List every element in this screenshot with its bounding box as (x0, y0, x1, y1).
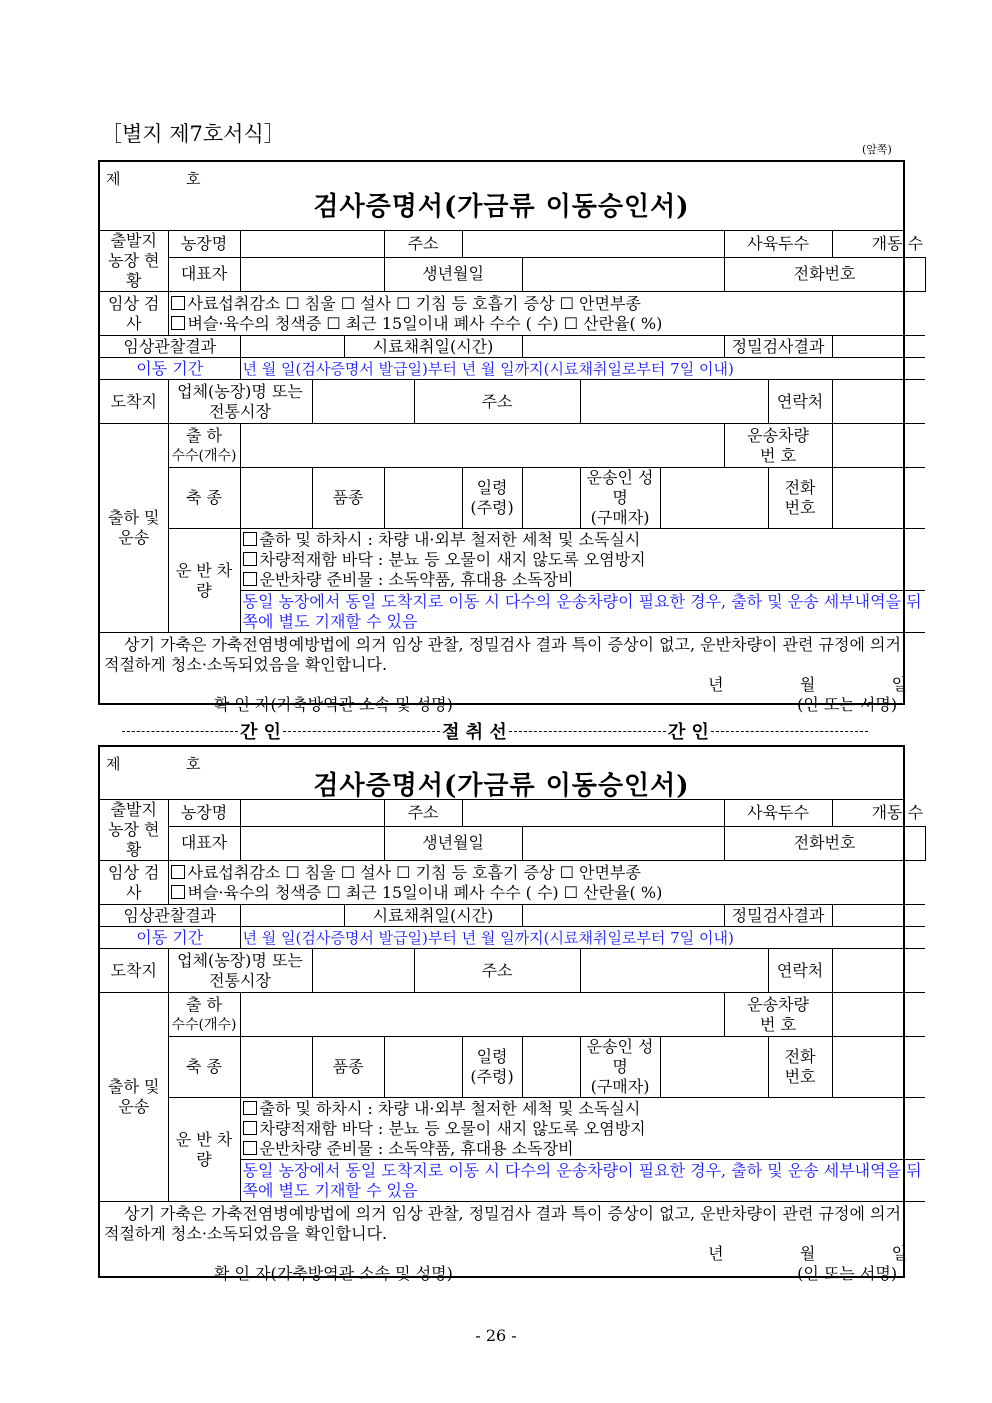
clinical-result-label: 임상관찰결과 (100, 905, 240, 927)
no-label: 제 (106, 170, 121, 188)
dest-address-label: 주소 (414, 949, 580, 993)
clinical-checklist (168, 861, 925, 905)
checkbox-icon[interactable] (243, 552, 257, 566)
address-label: 주소 (384, 231, 462, 257)
precise-result-label: 정밀검사결과 (724, 905, 832, 927)
farm-name-field[interactable] (240, 800, 384, 826)
contact-field[interactable] (832, 949, 925, 993)
species-label: 축 종 (168, 468, 240, 529)
move-period-label: 이동 기간 (100, 927, 240, 949)
front-side-note: (앞쪽) (862, 143, 892, 156)
birthdate-field[interactable] (522, 257, 724, 291)
phone2-label: 전화 번호 (768, 1037, 832, 1098)
farm-name-label: 농장명 (168, 231, 240, 257)
checkbox-icon[interactable] (243, 532, 257, 546)
breed-label: 품종 (312, 468, 384, 529)
move-period-text[interactable]: 년 월 일(검사증명서 발급일)부터 년 월 일까지(시료채취일로부터 7일 이내) (240, 358, 925, 380)
dash-line (122, 731, 238, 732)
clinical-line-1[interactable]: 사료섭취감소 ☐ 침울 ☐ 설사 ☐ 기침 등 호흡기 증상 ☐ 안면부종 (171, 294, 924, 314)
age-field[interactable] (522, 468, 580, 529)
precise-result-field[interactable] (832, 905, 925, 927)
clinical-line-2[interactable]: 벼슬·육수의 청색증 ☐ 최근 15일이내 폐사 수수 ( 수) ☐ 산란율( %) (171, 883, 924, 903)
sample-date-field[interactable] (522, 905, 724, 927)
vehicle-checklist (240, 529, 925, 591)
driver-field[interactable] (660, 468, 768, 529)
dest-name-field[interactable] (312, 380, 414, 424)
checkbox-icon[interactable] (171, 316, 185, 330)
dest-address-field[interactable] (580, 380, 768, 424)
vehicle-note: 동일 농장에서 동일 도착지로 이동 시 다수의 운송차량이 필요한 경우, 출하 및 운송 세부내역을 뒤쪽에 별도 기재할 수 있음 (240, 1160, 925, 1202)
destination-label: 도착지 (100, 949, 168, 993)
vehicle-item-2[interactable]: 차량적재함 바닥 : 분뇨 등 오물이 새지 않도록 오염방지 (243, 550, 924, 570)
checkbox-icon[interactable] (243, 572, 257, 586)
destination-label: 도착지 (100, 380, 168, 424)
vehicle-note: 동일 농장에서 동일 도착지로 이동 시 다수의 운송차량이 필요한 경우, 출하 및 운송 세부내역을 뒤쪽에 별도 기재할 수 있음 (240, 591, 925, 633)
vehicle-no-label: 운송차량 번 호 (724, 424, 832, 468)
date-line[interactable]: 년 월 일 (708, 675, 908, 694)
clinical-line-1[interactable]: 사료섭취감소 ☐ 침울 ☐ 설사 ☐ 기침 등 호흡기 증상 ☐ 안면부종 (171, 863, 924, 883)
contact-label: 연락처 (768, 949, 832, 993)
form-table (100, 800, 925, 1286)
vehicle-label: 운 반 차 량 (168, 1098, 240, 1202)
cut-center-label: 절 취 선 (442, 722, 507, 743)
breed-field[interactable] (384, 468, 462, 529)
form-head (100, 747, 903, 800)
dest-name-label: 업체(농장)명 또는 전통시장 (168, 380, 312, 424)
form-number-header: ［별지 제7호서식］ (101, 122, 285, 146)
ship-count-label: 출 하 수수(개수) (168, 424, 240, 468)
breeding-count-label: 사육두수 (724, 231, 832, 257)
confirm-text: 상기 가축은 가축전염병예방법에 의거 임상 관찰, 정밀검사 결과 특이 증상이 없고, 운반차량이 관련 규정에 의거 적절하게 청소·소독되었음을 확인합니다. (104, 635, 901, 674)
species-label: 축 종 (168, 1037, 240, 1098)
count-unit[interactable]: 개동 수 (832, 231, 925, 257)
vehicle-item-1[interactable]: 출하 및 하차시 : 차량 내·외부 철저한 세척 및 소독실시 (243, 530, 924, 550)
dest-name-label: 업체(농장)명 또는 전통시장 (168, 949, 312, 993)
contact-label: 연락처 (768, 380, 832, 424)
confirm-text: 상기 가축은 가축전염병예방법에 의거 임상 관찰, 정밀검사 결과 특이 증상이 없고, 운반차량이 관련 규정에 의거 적절하게 청소·소독되었음을 확인합니다. (104, 1204, 901, 1243)
form-title: 검사증명서(가금류 이동승인서) (313, 771, 690, 801)
form-title: 검사증명서(가금류 이동승인서) (313, 192, 690, 222)
vehicle-checklist (240, 1098, 925, 1160)
cut-left-label: 간 인 (240, 722, 282, 743)
confirmer-label: 확 인 자(가축방역관 소속 및 성명) (214, 1264, 453, 1283)
vehicle-item-2[interactable]: 차량적재함 바닥 : 분뇨 등 오물이 새지 않도록 오염방지 (243, 1119, 924, 1139)
ho-label: 호 (186, 170, 201, 188)
phone2-field[interactable] (832, 468, 925, 529)
dash-line (283, 731, 440, 732)
species-field[interactable] (240, 1037, 312, 1098)
sample-date-label: 시료채취일(시간) (344, 905, 522, 927)
birthdate-field[interactable] (522, 826, 724, 860)
clinical-checklist (168, 292, 925, 336)
representative-label: 대표자 (168, 257, 240, 291)
move-period-text[interactable]: 년 월 일(검사증명서 발급일)부터 년 월 일까지(시료채취일로부터 7일 이내) (240, 927, 925, 949)
clinical-label: 임상 검사 (100, 292, 168, 336)
sign-label[interactable]: (인 또는 서명) (797, 695, 898, 714)
phone-label: 전화번호 (724, 826, 925, 860)
confirmer-label: 확 인 자(가축방역관 소속 및 성명) (214, 695, 453, 714)
origin-label: 출발지 농장 현황 (100, 231, 168, 292)
breed-label: 품종 (312, 1037, 384, 1098)
contact-field[interactable] (832, 380, 925, 424)
clinical-result-field[interactable] (240, 905, 344, 927)
farm-name-field[interactable] (240, 231, 384, 257)
checkbox-icon[interactable] (171, 885, 185, 899)
representative-field[interactable] (240, 826, 384, 860)
sample-date-label: 시료채취일(시간) (344, 336, 522, 358)
ship-count-field[interactable] (240, 424, 724, 468)
certificate-form-2 (98, 745, 924, 1283)
representative-field[interactable] (240, 257, 384, 291)
sign-label[interactable]: (인 또는 서명) (797, 1264, 898, 1283)
driver-field[interactable] (660, 1037, 768, 1098)
form-table (100, 231, 925, 717)
vehicle-label: 운 반 차 량 (168, 529, 240, 633)
dest-address-label: 주소 (414, 380, 580, 424)
move-period-label: 이동 기간 (100, 358, 240, 380)
ship-count-label: 출 하 수수(개수) (168, 993, 240, 1037)
breeding-count-label: 사육두수 (724, 800, 832, 826)
address-field[interactable] (462, 800, 724, 826)
phone2-label: 전화 번호 (768, 468, 832, 529)
vehicle-no-field[interactable] (832, 424, 925, 468)
clinical-line-2[interactable]: 벼슬·육수의 청색증 ☐ 최근 15일이내 폐사 수수 ( 수) ☐ 산란율( %) (171, 314, 924, 334)
no-label: 제 (106, 755, 121, 773)
certificate-form-1 (98, 160, 924, 714)
shipping-label: 출하 및 운송 (100, 424, 168, 633)
age-label: 일령 (주령) (462, 1037, 522, 1098)
shipping-label: 출하 및 운송 (100, 993, 168, 1202)
vehicle-item-1[interactable]: 출하 및 하차시 : 차량 내·외부 철저한 세척 및 소독실시 (243, 1099, 924, 1119)
cut-line (120, 718, 870, 744)
farm-name-label: 농장명 (168, 800, 240, 826)
checkbox-icon[interactable] (243, 1101, 257, 1115)
confirm-block (100, 1202, 925, 1287)
checkbox-icon[interactable] (243, 1121, 257, 1135)
ship-count-field[interactable] (240, 993, 724, 1037)
age-field[interactable] (522, 1037, 580, 1098)
checkbox-icon[interactable] (243, 1141, 257, 1155)
date-line[interactable]: 년 월 일 (708, 1244, 908, 1263)
clinical-result-field[interactable] (240, 336, 344, 358)
dest-address-field[interactable] (580, 949, 768, 993)
count-unit[interactable]: 개동 수 (832, 800, 925, 826)
dash-line (509, 731, 666, 732)
clinical-result-label: 임상관찰결과 (100, 336, 240, 358)
vehicle-item-3[interactable]: 운반차량 준비물 : 소독약품, 휴대용 소독장비 (243, 1139, 924, 1159)
birthdate-label: 생년월일 (384, 257, 522, 291)
form-head (100, 162, 903, 231)
vehicle-item-3[interactable]: 운반차량 준비물 : 소독약품, 휴대용 소독장비 (243, 570, 924, 590)
page-number: - 26 - (475, 1326, 517, 1345)
vehicle-no-field[interactable] (832, 993, 925, 1037)
breed-field[interactable] (384, 1037, 462, 1098)
origin-label: 출발지 농장 현황 (100, 800, 168, 861)
sample-date-field[interactable] (522, 336, 724, 358)
driver-label: 운송인 성명 (구매자) (580, 1037, 660, 1098)
precise-result-label: 정밀검사결과 (724, 336, 832, 358)
phone2-field[interactable] (832, 1037, 925, 1098)
address-field[interactable] (462, 231, 724, 257)
dest-name-field[interactable] (312, 949, 414, 993)
vehicle-no-label: 운송차량 번 호 (724, 993, 832, 1037)
driver-label: 운송인 성명 (구매자) (580, 468, 660, 529)
address-label: 주소 (384, 800, 462, 826)
precise-result-field[interactable] (832, 336, 925, 358)
checkbox-icon[interactable] (171, 296, 185, 310)
age-label: 일령 (주령) (462, 468, 522, 529)
representative-label: 대표자 (168, 826, 240, 860)
clinical-label: 임상 검사 (100, 861, 168, 905)
ho-label: 호 (186, 755, 201, 773)
phone-label: 전화번호 (724, 257, 925, 291)
species-field[interactable] (240, 468, 312, 529)
birthdate-label: 생년월일 (384, 826, 522, 860)
confirm-block (100, 633, 925, 718)
dash-line (711, 731, 868, 732)
cut-right-label: 간 인 (667, 722, 709, 743)
checkbox-icon[interactable] (171, 865, 185, 879)
